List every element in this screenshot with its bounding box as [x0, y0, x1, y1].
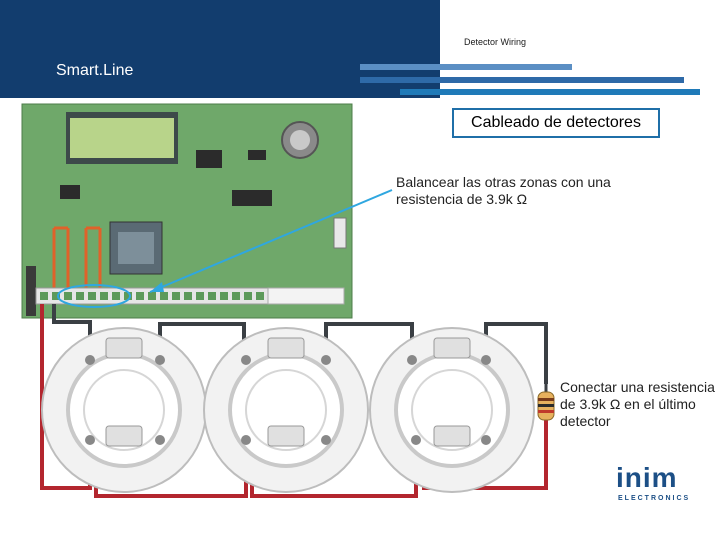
resistor-icon	[538, 384, 554, 420]
note-end-of-line-resistor: Conectar una resistencia de 3.9k Ω en el último detector	[560, 379, 715, 429]
logo-subtitle: ELECTRONICS	[618, 495, 691, 502]
callout-title: Cableado de detectores	[452, 108, 660, 138]
detector-base-icon	[204, 328, 368, 492]
detector-base-icon	[42, 328, 206, 492]
logo-word: inim	[616, 462, 678, 493]
brand-name: Smart.Line	[56, 62, 134, 79]
control-board-icon	[22, 104, 352, 318]
page-title: Detector Wiring	[464, 37, 527, 47]
detector-base-icon	[370, 328, 534, 492]
note-balance-zones: Balancear las otras zonas con una resistencia de 3.9k Ω	[396, 174, 611, 207]
